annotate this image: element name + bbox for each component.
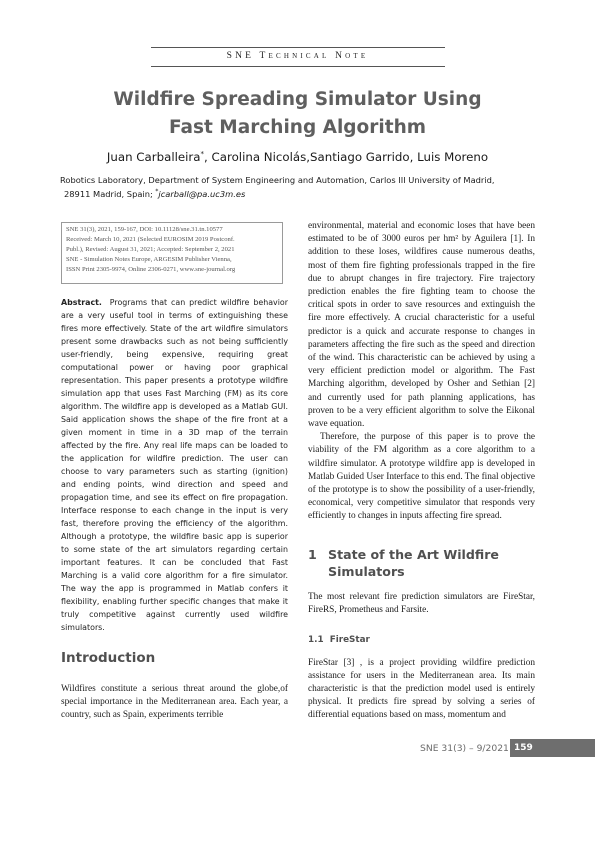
- affiliation: [60, 174, 540, 200]
- info-line: Received: March 10, 2021 (Selected EUROSIM 2019 Postconf.: [66, 236, 235, 243]
- header-rule-top: [151, 47, 445, 48]
- section1-heading: [308, 546, 535, 580]
- info-line: ISSN Print 2305-9974, Online 2306-0271, www.sne-journal.org: [66, 266, 236, 273]
- introduction-text: Wildfires constitute a serious threat around the globe,of special importance in the Mediterranean area. Each year, a country, such as Spain, experiments terrible: [61, 684, 288, 720]
- abstract-label: Abstract.: [61, 298, 102, 307]
- info-line: SNE 31(3), 2021, 159-167, DOI: 10.11128/sne.31.tn.10577: [66, 226, 223, 233]
- section1-text: The most relevant fire prediction simulators are FireStar, FireRS, Prometheus and Farsite.: [308, 592, 535, 615]
- section-number: 1: [308, 547, 317, 562]
- introduction-heading: Introduction: [61, 650, 156, 666]
- abstract: [61, 296, 288, 634]
- email-link[interactable]: jcarball@pa.uc3m.es: [158, 188, 246, 199]
- info-line: SNE - Simulation Notes Europe, ARGESIM Publisher Vienna,: [66, 256, 232, 263]
- corresponding-star: *: [200, 150, 205, 159]
- footer-journal: SNE 31(3) – 9/2021: [420, 743, 509, 754]
- paper-title: [40, 86, 555, 142]
- author-list: [40, 150, 555, 164]
- paragraph: Therefore, the purpose of this paper is to prove the viability of the FM algorithm as a core algorithm to a wildfire simulator. A prototype wildfire app is developed in Matlab Guided User Interface to this end. The final objective of the prototype is to show the possibility of a user-friendly, economical, very competitive simulator that responds very efficiently to changes in inputs affecting fire spread.: [308, 432, 536, 522]
- subsection-text: FireStar [3] , is a project providing wildfire prediction assistance for users in the Mediterranean area. Its main characteristic is that the prediction model used is entirely physical. It predicts fire spread by solving a series of differential equations based on mass, momentum and: [308, 658, 535, 720]
- paragraph: environmental, material and economic loses that have been estimated to be of 3000 euros per hm² by Aguilera [1]. In addition to these loses, wildfires cause numerous deaths, most of them fire fighting professionals trapped in the fire due to abrupt changes in fire trajectory. Fire trajectory prediction enables the fire fighting team to choose the critical spots in order to save resources and extinguish the fire more effectively. A crucial characteristic for a useful predictor is a quick and accurate response to changes in parameters affecting the fire such as the speed and direction of the wind. This characteristic can be achieved by using a very efficient prediction model or algorithm. The Fast Marching algorithm, developed by Osher and Sethian [2] and currently used for path planning applications, has proven to be a very efficient algorithm to solve the Eikonal wave equation.: [308, 221, 535, 430]
- info-line: Publ.), Revised: August 31, 2021; Accepted: September 2, 2021: [66, 246, 235, 253]
- running-title: SNE Technical Note: [226, 51, 369, 61]
- page-number: 159: [514, 743, 533, 753]
- paper-title-line2: Fast Marching Algorithm: [168, 117, 427, 138]
- section-title-line1: State of the Art Wildfire: [328, 547, 499, 562]
- header-rule-bottom: [151, 66, 445, 67]
- email-star: *: [155, 188, 159, 195]
- affiliation-line1: Robotics Laboratory, Department of System Engineering and Automation, Carlos III University of Madrid,: [60, 175, 495, 185]
- affiliation-address: 28911 Madrid, Spain;: [64, 188, 156, 199]
- paper-title-line1: Wildfire Spreading Simulator Using: [113, 89, 482, 110]
- subsection-heading: 1.1 FireStar: [308, 635, 370, 645]
- publication-info-box: [61, 222, 283, 284]
- affiliation-line2: [60, 186, 540, 200]
- column2-text: [308, 220, 535, 524]
- author-rest: , Carolina Nicolás,Santiago Garrido, Luis Moreno: [204, 150, 489, 164]
- abstract-text: Programs that can predict wildfire behavior are a very useful tool in terms of extinguishing these fires more effectively. State of the art wildfire simulators present some drawbacks such as not being sufficiently user-friendly, being expensive, requiring great computational power or having poor graphical representation. This paper presents a prototype wildfire simulation app that uses Fast Marching (FM) as its core algorithm. The wildfire app is developed as a Matlab GUI. Said application shows the shape of the fire front at a given moment in time in a 3D map of the terrain affected by the fire. Any real life maps can be loaded to the application for wildfire prediction. The user can choose to vary parameters such as starting (ignition) and ending points, wind direction and speed and propagation time, and see its effect on fire propagation. Interface response to each change in the input is very fast, therefore proving the efficiency of the algorithm. Although a prototype, the wildfire basic app is superior to some state of the art simulators regarding certain important features. It can be concluded that Fast Marching is a valid core algorithm for a fire simulator. The way the app is programmed in Matlab confers it flexibility, enabling further specific changes that make it truly competitive against currently used wildfire simulators.: [61, 298, 288, 632]
- section-title-line2: Simulators: [328, 564, 405, 579]
- author-first: Juan Carballeira: [106, 150, 201, 164]
